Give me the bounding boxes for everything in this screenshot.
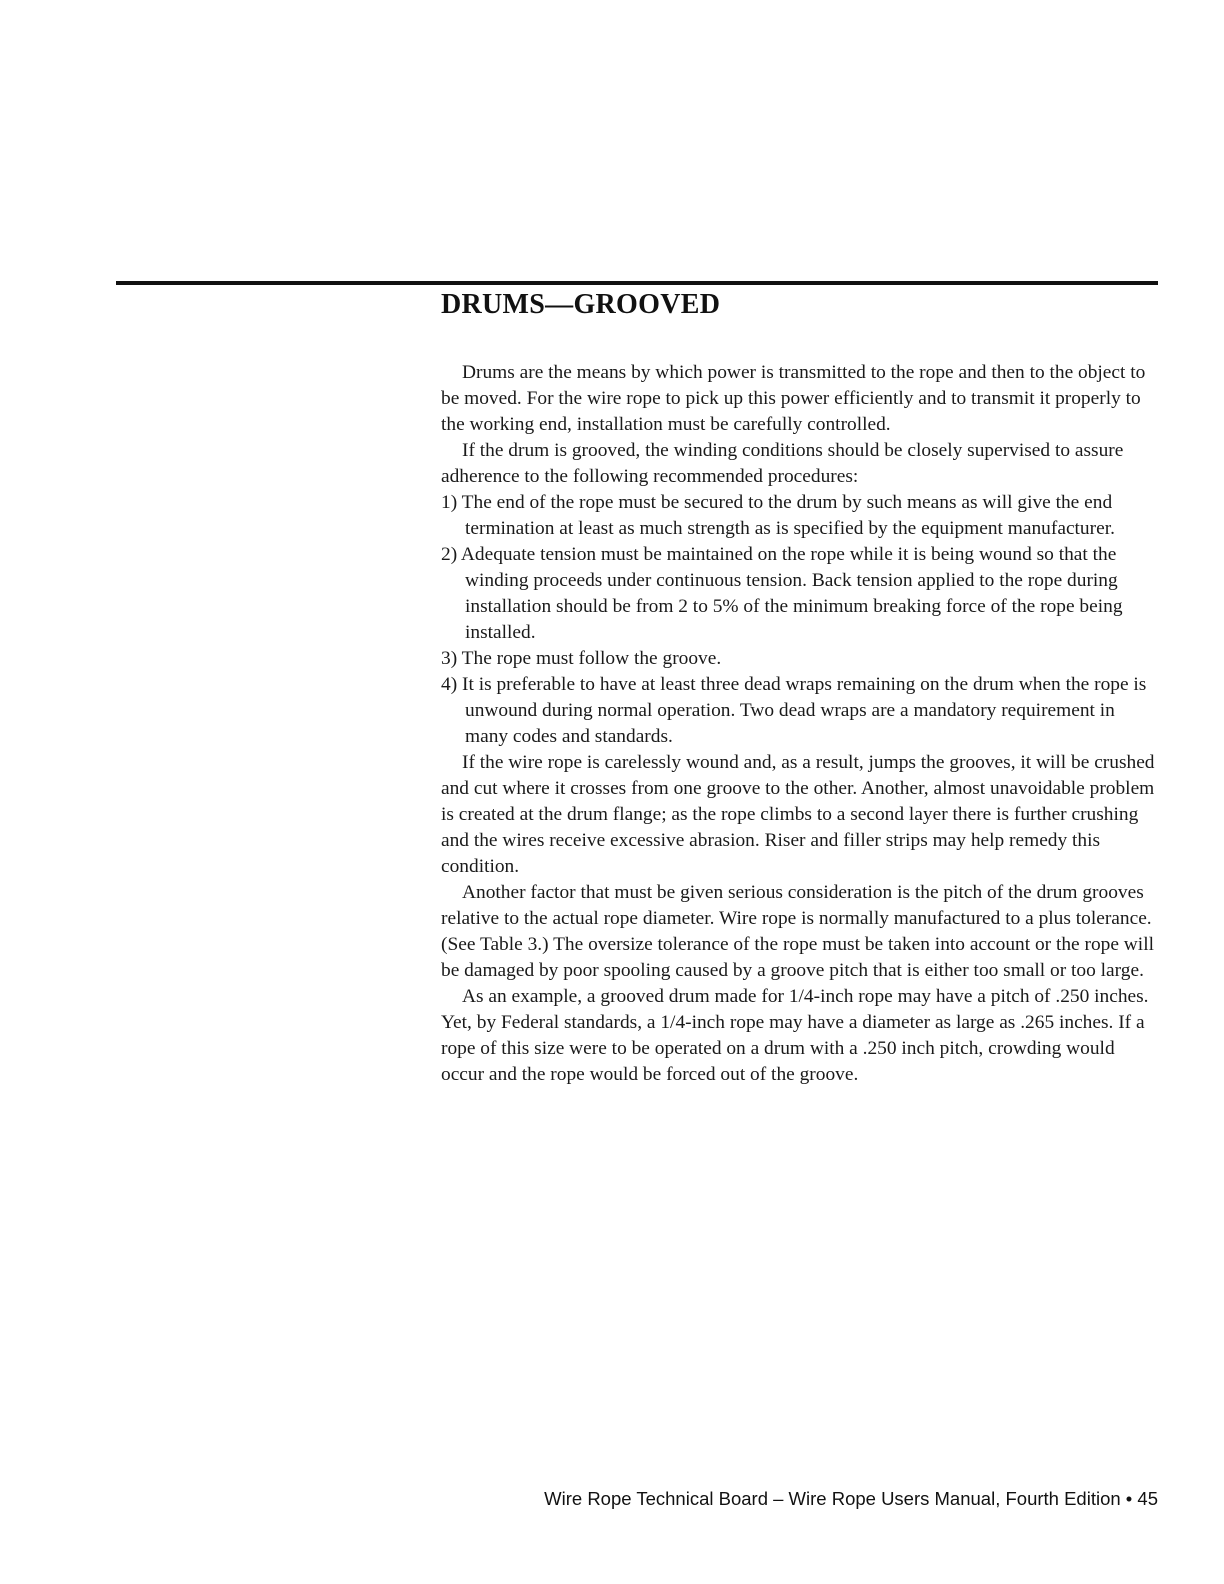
- intro-paragraph: Drums are the means by which power is transmitted to the rope and then to the object to be moved. For the wire rope to pick up this power efficiently and to transmit it properly to the working end, installation must be carefully controlled.: [441, 362, 1146, 435]
- procedure-item: 3) The rope must follow the groove.: [441, 648, 722, 669]
- section-rule: [116, 281, 1158, 285]
- section-body: [441, 360, 1157, 1088]
- procedure-list: [441, 490, 1157, 750]
- body-paragraph: Another factor that must be given serious consideration is the pitch of the drum grooves relative to the actual rope diameter. Wire rope is normally manufactured to a plus tolerance. (See Table 3.) The oversize tolerance of the rope must be taken into account or the rope will be damaged by poor spooling caused by a groove pitch that is either too small or too large.: [441, 882, 1154, 981]
- procedure-item: 4) It is preferable to have at least three dead wraps remaining on the drum when the rope is unwound during normal operation. Two dead wraps are a mandatory requirement in many codes and standards.: [441, 674, 1147, 747]
- intro-paragraph: If the drum is grooved, the winding conditions should be closely supervised to assure adherence to the following recommended procedures:: [441, 440, 1124, 487]
- body-paragraph: If the wire rope is carelessly wound and, as a result, jumps the grooves, it will be crushed and cut where it crosses from one groove to the other. Another, almost unavoidable problem is created at the drum flange; as the rope climbs to a second layer there is further crushing and the wires receive excessive abrasion. Riser and filler strips may help remedy this condition.: [441, 752, 1155, 877]
- page-footer: Wire Rope Technical Board – Wire Rope Users Manual, Fourth Edition • 45: [544, 1488, 1158, 1509]
- section-heading: DRUMS—GROOVED: [441, 289, 721, 320]
- procedure-item: 1) The end of the rope must be secured to the drum by such means as will give the end termination at least as much strength as is specified by the equipment manufacturer.: [441, 492, 1115, 539]
- body-paragraph: As an example, a grooved drum made for 1/4-inch rope may have a pitch of .250 inches. Yet, by Federal standards, a 1/4-inch rope may have a diameter as large as .265 inches. If a rope of this size were to be operated on a drum with a .250 inch pitch, crowding would occur and the rope would be forced out of the groove.: [441, 986, 1149, 1085]
- procedure-item: 2) Adequate tension must be maintained on the rope while it is being wound so that the winding proceeds under continuous tension. Back tension applied to the rope during installation should be from 2 to 5% of the minimum breaking force of the rope being installed.: [441, 544, 1123, 643]
